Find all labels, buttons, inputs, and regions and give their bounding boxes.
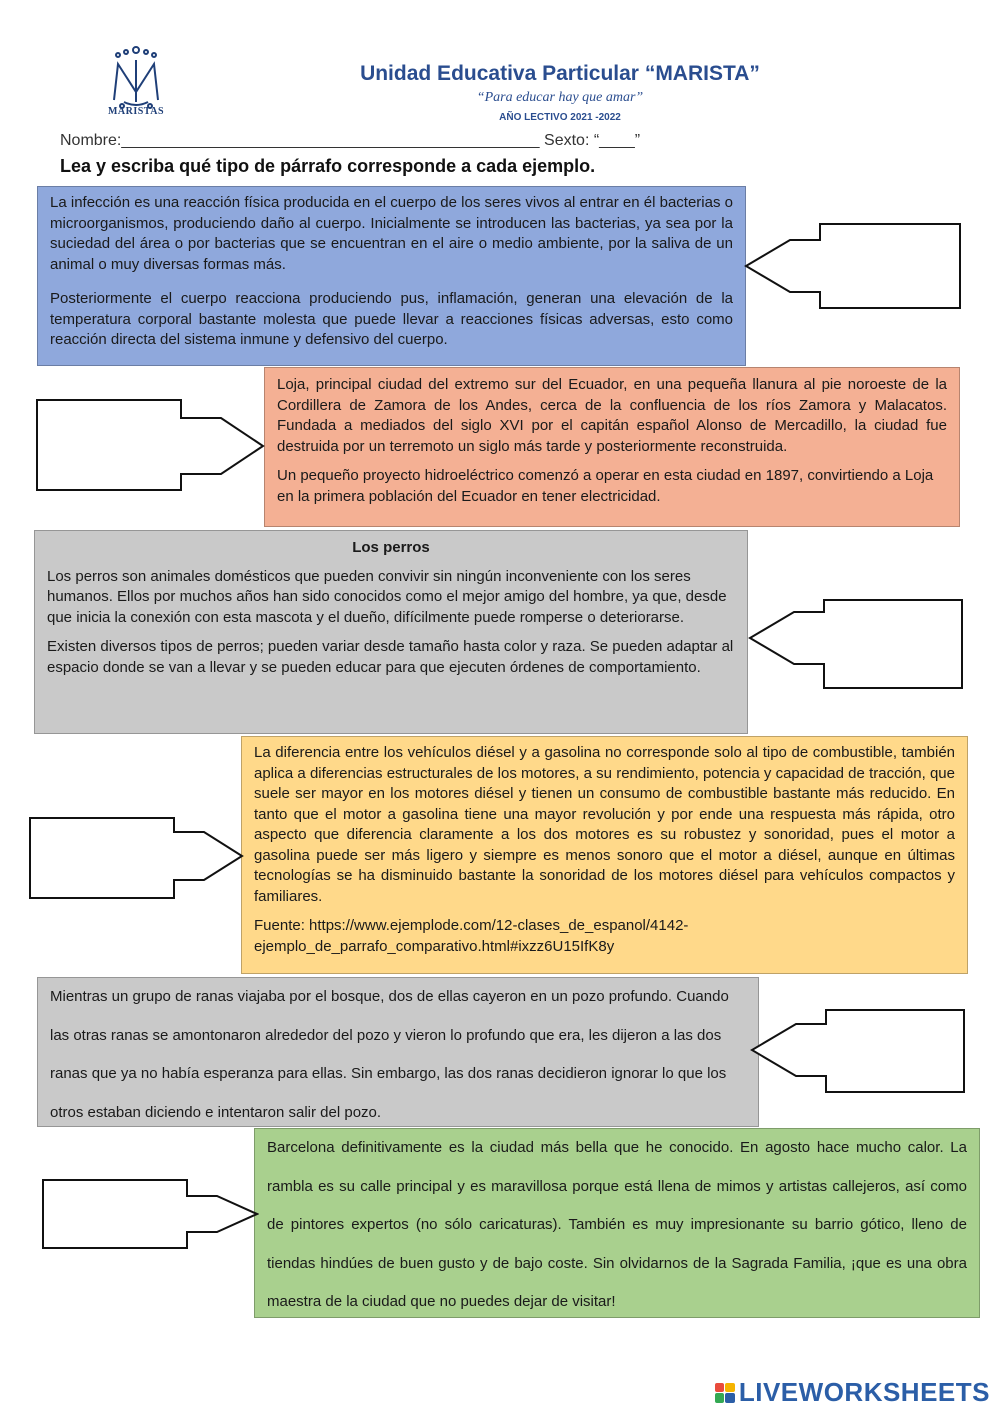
paragraph-box-5 (37, 977, 759, 1127)
paragraph-text: Mientras un grupo de ranas viajaba por el bosque, dos de ellas cayeron en un pozo profundo. Cuando las otras ranas se amontonaron alrededor del pozo y vieron lo profundo que era, les dijeron a las dos ranas que ya no había esperanza para ellas. Sin embargo, las dos ranas decidieron ignorar lo que los otros estaban diciendo e intentaron salir del pozo. (50, 988, 729, 1121)
paragraph-title: Los perros (352, 539, 430, 556)
paragraph-box-2 (264, 367, 960, 527)
paragraph-text: Los perros son animales domésticos que pueden convivir sin ningún inconveniente con los seres humanos. Ellos por muchos años han sido conocidos como el mejor amigo del hombre, ya que, desde que inicia la conexión con esta mascota y el dueño, difícilmente puede romperse o deteriorarse. (47, 567, 727, 626)
paragraph-box-1 (37, 186, 746, 366)
paragraph-text: Existen diversos tipos de perros; pueden variar desde tamaño hasta color y raza. Se pueden adaptar al espacio donde se van a llevar y se pueden educar para que ejecuten órdenes de comportamiento. (47, 638, 734, 676)
paragraph-text: Posteriormente el cuerpo reacciona produciendo pus, inflamación, generan una elevación de la temperatura corporal bastante molesta que puede llevar a reacciones físicas adversas, esto como reacción directa del sistema inmune y defensivo del cuerpo. (50, 290, 733, 348)
paragraph-box-3 (34, 530, 748, 734)
school-year: AÑO LECTIVO 2021 -2022 (499, 112, 621, 123)
answer-arrow-4[interactable] (28, 816, 244, 900)
paragraph-text: La infección es una reacción física producida en el cuerpo de los seres vivos al entrar en él bacterias o microorganismos, produciendo daño al cuerpo. Inicialmente se introducen las bacterias, ya sea por la suciedad del área o por bacterias que se encuentran en el aire o medio ambiente, por la saliva de un animal o muy diversas formas más. (50, 194, 733, 273)
school-name: Unidad Educativa Particular “MARISTA” (360, 62, 760, 85)
paragraph-text: Un pequeño proyecto hidroeléctrico comenzó a operar en esta ciudad en 1897, convirtiendo a Loja en la primera población del Ecuador en tener electricidad. (277, 467, 934, 505)
school-motto: “Para educar hay que amar” (476, 90, 644, 105)
instruction: Lea y escriba qué tipo de párrafo corresponde a cada ejemplo. (60, 156, 596, 176)
paragraph-box-6 (254, 1128, 980, 1318)
logo-text: MARISTAS (107, 106, 165, 117)
liveworksheets-icon (715, 1383, 735, 1403)
liveworksheets-brand (715, 1377, 990, 1408)
paragraph-text: Loja, principal ciudad del extremo sur del Ecuador, en una pequeña llanura al pie noroeste de la Cordillera de Zamora de los Andes, cerca de la confluencia de los ríos Zamora y Malacatos. Fundada a mediados del siglo XVI por el capitán español Alonso de Mercadillo, la ciudad fue destruida por un terremoto un siglo más tarde y posteriormente reconstruida. (277, 376, 947, 455)
paragraph-text: Barcelona definitivamente es la ciudad más bella que he conocido. En agosto hace mucho calor. La rambla es su calle principal y es maravillosa porque está llena de mimos y artistas callejeros, así como de pintores expertos (no sólo caricaturas). También es muy impresionante su barrio gótico, lleno de tiendas hindúes de buen gusto y de bajo coste. Sin olvidarnos de la Sagrada Familia, ¡que es una obra maestra de la ciudad que no puedes dejar de visitar! (267, 1139, 967, 1310)
paragraph-text: La diferencia entre los vehículos diésel y a gasolina no corresponde solo al tipo de combustible, también aplica a diferencias estructurales de los motores, a su rendimiento, potencia y capacidad de tracción, que suele ser mayor en los motores diésel y tienen un consumo de combustible bastante más reducido. En tanto que el motor a gasolina tiene una mayor revolución y por ende una respuesta más rápida, otro aspecto que diferencia claramente a los dos motores es su robustez y sonoridad, pues el motor a gasolina puede ser más ligero y siempre es menos sonoro que el motor a diésel, aunque en últimas tecnologías se ha disminuido bastante la sonoridad de los motores diésel para vehículos compactos y familiares. (254, 744, 955, 905)
paragraph-box-4 (241, 736, 968, 974)
answer-arrow-2[interactable] (35, 396, 265, 494)
answer-arrow-3[interactable] (748, 598, 964, 692)
answer-arrow-6[interactable] (41, 1178, 259, 1250)
answer-arrow-1[interactable] (744, 222, 962, 312)
name-line: Nombre:_______________________________________________ Sexto: “____” (60, 132, 641, 149)
paragraph-text: Fuente: https://www.ejemplode.com/12-clases_de_espanol/4142-ejemplo_de_parrafo_comparativo.html#ixzz6U15IfK8y (254, 917, 689, 955)
answer-arrow-5[interactable] (750, 1008, 966, 1094)
brand-text: LIVEWORKSHEETS (738, 1377, 990, 1407)
